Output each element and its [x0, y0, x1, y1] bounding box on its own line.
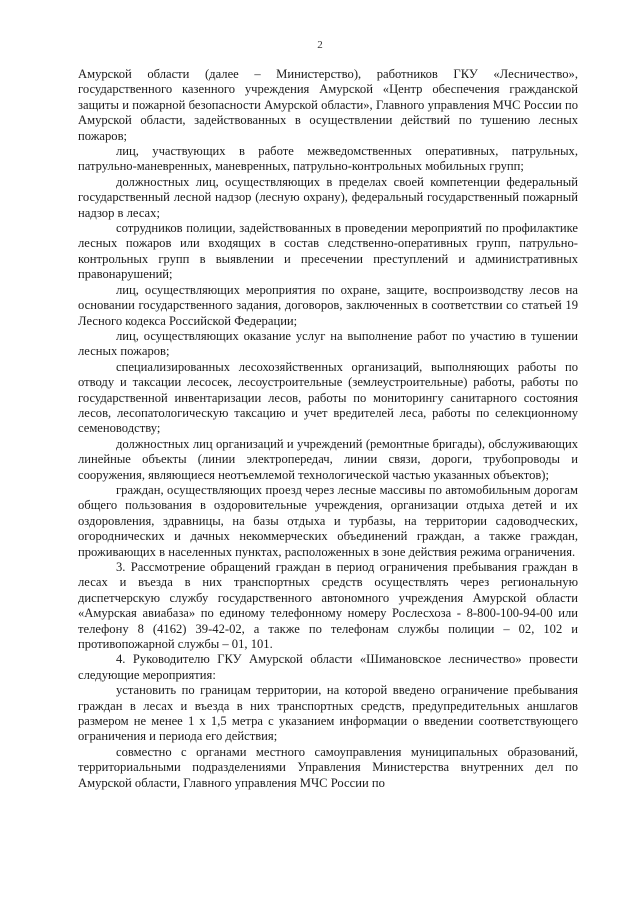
paragraph: лиц, осуществляющих оказание услуг на выполнение работ по участию в тушении лесных пожаров;: [78, 328, 578, 359]
paragraph: 3. Рассмотрение обращений граждан в период ограничения пребывания граждан в лесах и въезда в них транспортных средств осуществлять через региональную диспетчерскую службу государственного автономного учреждения Амурской области «Амурская авиабаза» по единому телефонному номеру Рослесхоза - 8-800-100-94-00 или телефону 8 (4162) 39-42-02, а также по телефонам службы полиции – 02, 102 и противопожарной службы – 01, 101.: [78, 560, 578, 652]
page-number: 2: [317, 39, 323, 51]
paragraph: Амурской области (далее – Министерство), работников ГКУ «Лесничество», государственного казенного учреждения Амурской «Центр обеспечения гражданской защиты и пожарной безопасности Амурской области», Главного управления МЧС России по Амурской области, задействованных в осуществлении действий по тушению лесных пожаров;: [78, 67, 578, 143]
paragraph: совместно с органами местного самоуправления муниципальных образований, территориальными подразделениями Управления Министерства внутренних дел по Амурской области, Главного управления МЧС России по: [78, 744, 578, 790]
paragraph: лиц, участвующих в работе межведомственных оперативных, патрульных, патрульно-маневренных, маневренных, патрульно-контрольных мобильных групп;: [78, 144, 578, 174]
paragraph: лиц, осуществляющих мероприятия по охране, защите, воспроизводству лесов на основании государственного задания, договоров, заключенных в соответствии со статьей 19 Лесного кодекса Российской Федерации;: [78, 282, 578, 328]
paragraph: должностных лиц организаций и учреждений (ремонтные бригады), обслуживающих линейные объекты (линии электропередач, линии связи, дороги, трубопроводы и сооружения, являющиеся неотъемлемой технологической частью указанных объектов);: [78, 436, 578, 482]
paragraph: 4. Руководителю ГКУ Амурской области «Шимановское лесничество» провести следующие мероприятия:: [78, 652, 578, 682]
document-body: [78, 67, 578, 791]
paragraph: должностных лиц, осуществляющих в пределах своей компетенции федеральный государственный лесной надзор (лесную охрану), федеральный государственный пожарный надзор в лесах;: [78, 174, 578, 220]
paragraph: сотрудников полиции, задействованных в проведении мероприятий по профилактике лесных пожаров или входящих в состав следственно-оперативных групп, патрульно-контрольных групп в выявлении и пресечении преступлений и административных правонарушений;: [78, 221, 578, 282]
paragraph: установить по границам территории, на которой введено ограничение пребывания граждан в лесах и въезда в них транспортных средств, предупредительных аншлагов размером не менее 1 х 1,5 метра с указанием информации о введении соответствующего ограничения и периода его действия;: [78, 683, 578, 744]
paragraph: специализированных лесохозяйственных организаций, выполняющих работы по отводу и таксации лесосек, лесоустроительные (землеустроительные) работы, работы по государственной инвентаризации лесов, работы по мониторингу санитарного состояния лесов, лесопатологическую таксацию и учет вредителей леса, работы по селекционному семеноводству;: [78, 359, 578, 436]
paragraph: граждан, осуществляющих проезд через лесные массивы по автомобильным дорогам общего пользования в оздоровительные учреждения, организации отдыха детей и их оздоровления, здравницы, на базы отдыха и турбазы, на территории садоводческих, огороднических и дачных некоммерческих объединений граждан, а также граждан, проживающих в населенных пунктах, расположенных в зоне действия режима ограничения.: [78, 482, 578, 559]
